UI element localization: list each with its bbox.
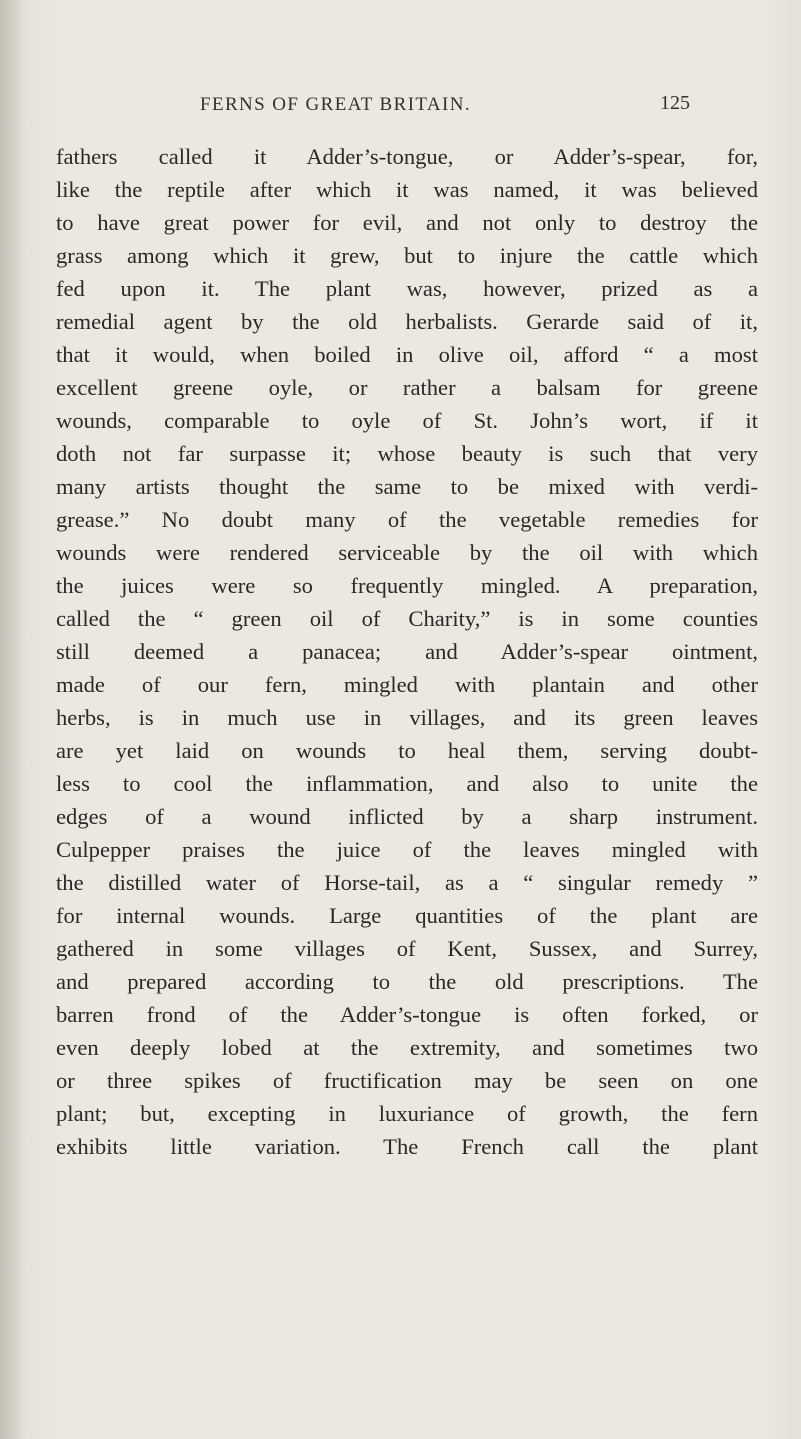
text-line: for internal wounds. Large quantities of the plant are	[56, 903, 758, 928]
text-line: like the reptile after which it was named, it was believed	[56, 177, 758, 202]
text-line: many artists thought the same to be mixed with verdi-	[56, 474, 758, 499]
text-line: grease.” No doubt many of the vegetable remedies for	[56, 507, 758, 532]
text-line: even deeply lobed at the extremity, and sometimes two	[56, 1035, 758, 1060]
text-line: the juices were so frequently mingled. A preparation,	[56, 573, 758, 598]
text-line: called the “ green oil of Charity,” is in some counties	[56, 606, 758, 631]
text-line: fathers called it Adder’s-tongue, or Adder’s-spear, for,	[56, 144, 758, 169]
body-text	[56, 140, 758, 1163]
text-line: wounds, comparable to oyle of St. John’s wort, if it	[56, 408, 758, 433]
text-line: wounds were rendered serviceable by the oil with which	[56, 540, 758, 565]
page-number: 125	[660, 92, 690, 114]
text-line: plant; but, excepting in luxuriance of growth, the fern	[56, 1101, 758, 1126]
text-line: Culpepper praises the juice of the leaves mingled with	[56, 837, 758, 862]
text-line: made of our fern, mingled with plantain and other	[56, 672, 758, 697]
text-line: excellent greene oyle, or rather a balsam for greene	[56, 375, 758, 400]
text-line: and prepared according to the old prescriptions. The	[56, 969, 758, 994]
text-line: herbs, is in much use in villages, and its green leaves	[56, 705, 758, 730]
text-line: less to cool the inflammation, and also to unite the	[56, 771, 758, 796]
text-line: are yet laid on wounds to heal them, serving doubt-	[56, 738, 758, 763]
text-line: fed upon it. The plant was, however, prized as a	[56, 276, 758, 301]
text-line: doth not far surpasse it; whose beauty is such that very	[56, 441, 758, 466]
text-line: the distilled water of Horse-tail, as a “ singular remedy ”	[56, 870, 758, 895]
running-head: FERNS OF GREAT BRITAIN.	[200, 94, 472, 115]
text-line: remedial agent by the old herbalists. Gerarde said of it,	[56, 309, 758, 334]
text-line: still deemed a panacea; and Adder’s-spear ointment,	[56, 639, 758, 664]
page-gutter-shadow	[0, 0, 26, 1439]
text-line: gathered in some villages of Kent, Sussex, and Surrey,	[56, 936, 758, 961]
text-line: edges of a wound inflicted by a sharp instrument.	[56, 804, 758, 829]
text-line: or three spikes of fructification may be seen on one	[56, 1068, 758, 1093]
text-line: to have great power for evil, and not only to destroy the	[56, 210, 758, 235]
text-line: grass among which it grew, but to injure the cattle which	[56, 243, 758, 268]
text-line: that it would, when boiled in olive oil, afford “ a most	[56, 342, 758, 367]
text-line: exhibits little variation. The French call the plant	[56, 1134, 758, 1159]
text-line: barren frond of the Adder’s-tongue is often forked, or	[56, 1002, 758, 1027]
